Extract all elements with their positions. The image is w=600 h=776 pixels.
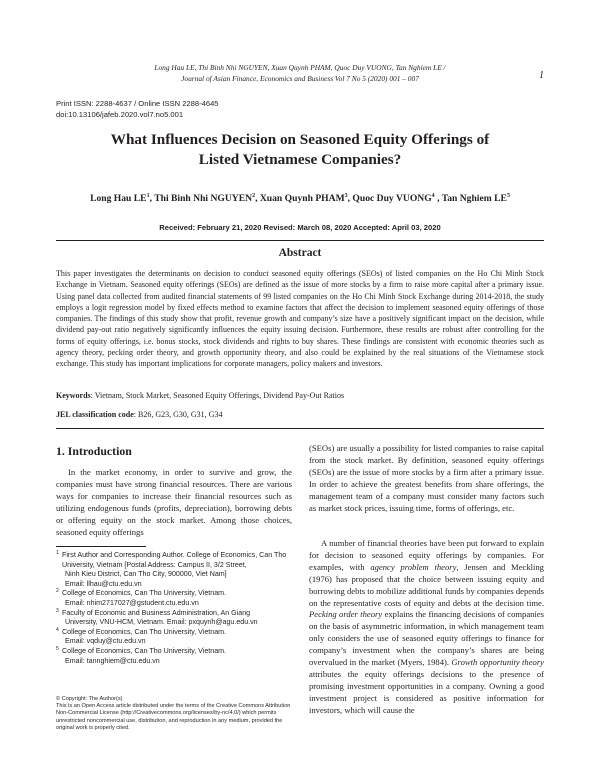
- footnote-marker: 1: [56, 550, 59, 556]
- footnote-5: [56, 647, 296, 666]
- jel-classification: [56, 410, 222, 419]
- intro-paragraph-2: (SEOs) are usually a possibility for listed companies to raise capital from the stock market. By definition, seasoned equity offerings (SEOs) are the issue of more stocks by a firm after a primary issue. In order to achieve the greatest benefits from share offerings, the management team of a company must consider many factors such as market stock prices, issuing time, forms of offerings, etc.: [309, 443, 544, 513]
- text-run: A number of financial theories have been put forward to explain for decision to seasoned equity offerings by companies. For examples, with: [309, 538, 544, 572]
- abstract-heading: Abstract: [278, 247, 322, 259]
- running-head-authors: Long Hau LE, Thi Binh Nhi NGUYEN, Xuan Quynh PHAM, Quoc Duy VUONG, Tan Nghiem LE /: [154, 63, 446, 72]
- bottom-divider: [56, 428, 544, 429]
- author-name: Tan Nghiem LE: [441, 193, 507, 205]
- top-divider: [56, 240, 544, 241]
- copyright-line: © Copyright: The Author(s): [56, 696, 123, 702]
- footnote-line: Ninh Kieu District, Can Tho City, 900000, Viet Nam]: [65, 570, 227, 579]
- doi-link[interactable]: doi:10.13106/jafeb.2020.vol7.no5.001: [56, 110, 184, 119]
- footnote-3: [56, 609, 296, 628]
- term-growth-opportunity-theory: Growth opportunity theory: [451, 657, 544, 668]
- submission-dates: Received: February 21, 2020 Revised: March 08, 2020 Accepted: April 03, 2020: [159, 223, 441, 232]
- copyright-notice: [56, 696, 296, 732]
- author-separator: ,: [347, 193, 353, 205]
- title-line-1: What Influences Decision on Seasoned Equity Offerings of: [110, 131, 490, 148]
- keywords: [56, 391, 344, 400]
- footnote-line: Email: vqduy@ctu.edu.vn: [65, 637, 146, 646]
- keywords-label: Keywords: [56, 391, 91, 400]
- footnote-line: College of Economics, Can Tho University, Vietnam.: [62, 627, 227, 636]
- footnote-line: Faculty of Economic and Business Administration, An Giang: [62, 608, 251, 617]
- text-run: attributes the equity offerings decisions to the presence of promising investment opportunities in a company. Owning a good investment project is considered as positive information for investors, which will cause the: [309, 668, 544, 715]
- author-name: Quoc Duy VUONG: [352, 193, 432, 205]
- footnotes: [56, 551, 296, 666]
- section-heading-introduction: 1. Introduction: [56, 444, 132, 458]
- author-affiliation-marker: 3: [344, 193, 348, 199]
- footnote-marker: 5: [56, 645, 59, 652]
- footnote-divider: [56, 546, 146, 547]
- footnote-line: College of Economics, Can Tho University, Vietnam.: [62, 646, 227, 655]
- author-name: Thi Binh Nhi NGUYEN: [154, 193, 253, 205]
- author-affiliation-marker: 2: [252, 193, 256, 199]
- footnote-line: University, VNU-HCM, Vietnam. Email: pxquynh@agu.edu.vn: [65, 618, 258, 627]
- footnote-line: Email: llhau@ctu.edu.vn: [65, 579, 142, 588]
- title-line-2: Listed Vietnamese Companies?: [198, 151, 402, 168]
- page-number: 1: [539, 70, 544, 81]
- term-pecking-order-theory: Pecking order theory: [309, 609, 383, 620]
- keywords-text: : Vietnam, Stock Market, Seasoned Equity Offerings, Dividend Pay-Out Ratios: [90, 391, 345, 400]
- footnote-marker: 3: [56, 607, 59, 614]
- jel-text: : B26, G23, G30, G31, G34: [133, 410, 223, 419]
- abstract-text: This paper investigates the determinants on decision to conduct seasoned equity offerings (SEOs) of listed companies on the Ho Chi Minh Stock Exchange in Vietnam. Seasoned equity offerings (SEOs) are defined as the issue of more stocks by a firm to raise more capital after a primary issue. Using panel data collected from audited financial statements of 99 listed companies on the Ho Chi Minh Stock Exchange during 2014-2018, the study employs a logit regression model by fixed effects method to examine factors that affect the decision to implement seasoned equity offerings of those companies. The findings of this study show that profit, revenue growth and company’s size have a positively significant impact on the decision, while dividend pay-out ratio negatively significantly influences the equity issuing decision. Furthermore, these results are robust after controlling for the forms of equity offerings, i.e. bonus stocks, stock dividends and rights to buy shares. These findings are consistent with economic theories such as agency theory, pecking order theory, and growth opportunity theory, and also could be explained by the real situations of the Vietnamese stock exchange. This study has important implications for corporate managers, policy makers and investors.: [56, 269, 544, 368]
- author-separator: ,: [149, 193, 155, 205]
- author-affiliation-marker: 1: [146, 193, 150, 199]
- author-affiliation-marker: 5: [506, 193, 510, 199]
- footnote-2: [56, 589, 296, 608]
- running-head-journal: Journal of Asian Finance, Economics and Business Vol 7 No 5 (2020) 001 – 007: [181, 74, 419, 83]
- issn: Print ISSN: 2288-4637 / Online ISSN 2288-4645: [56, 99, 219, 108]
- author-affiliation-marker: 4: [431, 193, 435, 199]
- license-text: This is an Open Access article distributed under the terms of the Creative Commons Attribution Non-Commercial License (http://Creativecommons.org/licenses/by-nc/4.0/) which permits unrestricted noncommercial use, distribution, and reproduction in any medium, provided the original work is properly cited.: [56, 703, 291, 731]
- footnote-line: College of Economics, Can Tho University, Vietnam.: [62, 589, 227, 598]
- footnote-1: [56, 551, 296, 589]
- footnote-4: [56, 628, 296, 647]
- footnote-marker: 2: [56, 588, 59, 595]
- author-list: [0, 193, 600, 204]
- author-separator: ,: [434, 193, 442, 205]
- author-name: Xuan Quynh PHAM: [259, 193, 345, 205]
- issn-block: [56, 98, 219, 120]
- text-run: , Jensen and Meckling (1976) has proposed that the choice between issuing equity and borrowing debts to mobilize additional funds by companies depends on the representative costs of equity and debts at the decision time.: [309, 561, 544, 608]
- footnote-line: Email: tannghiem@ctu.edu.vn: [65, 656, 160, 665]
- paper-title: [0, 130, 600, 170]
- intro-paragraph-3: [309, 538, 544, 717]
- running-head: [0, 62, 600, 84]
- term-agency-theory: agency problem theory: [370, 561, 457, 572]
- footnote-line: Email: nhim2717027@gstudent.ctu.edu.vn: [65, 598, 199, 607]
- intro-paragraph-1: In the market economy, in order to survive and grow, the companies must have strong financial resources. There are various ways for companies to increase their financial resources such as utilizing endogenous funds (profits, depreciation), borrowing debts or offering equity on the stock market. Among those choices, seasoned equity offerings: [56, 467, 292, 537]
- author-separator: ,: [255, 193, 260, 205]
- author-name: Long Hau LE: [90, 193, 147, 205]
- jel-label: JEL classification code: [56, 410, 134, 419]
- footnote-line: First Author and Corresponding Author. College of Economics, Can Tho University, Vietnam [Postal Address: Campus II, 3/2 Street,: [62, 551, 287, 569]
- footnote-marker: 4: [56, 626, 59, 633]
- text-run: explains the financing decisions of companies on the basis of asymmetric information, in which management team only considers the use of seasoned equity offerings to finance for company’s investment when the company’s shares are being overvalued in the market (Myers, 1984).: [309, 609, 545, 668]
